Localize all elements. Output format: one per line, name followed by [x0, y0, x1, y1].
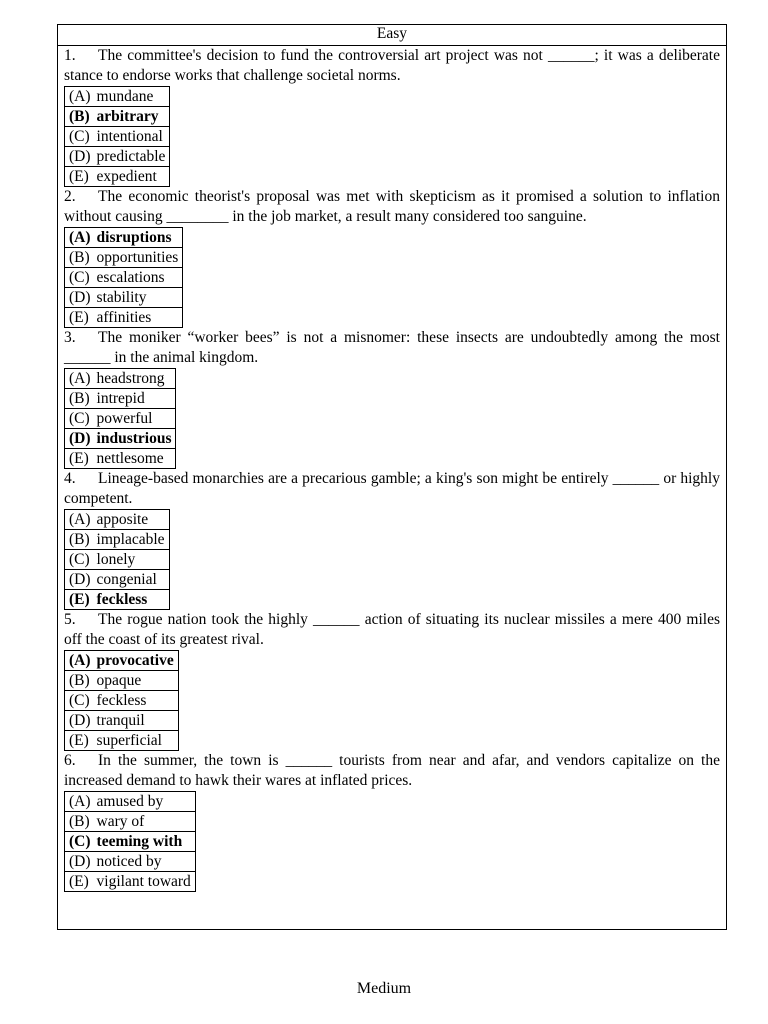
option-text: affinities [93, 308, 183, 328]
option-text: noticed by [93, 852, 196, 872]
answer-option-correct [65, 429, 176, 449]
answer-option [65, 268, 183, 288]
option-text: opportunities [93, 248, 183, 268]
option-text: arbitrary [93, 107, 170, 127]
option-letter: (C) [65, 550, 93, 570]
question-stem [58, 610, 726, 650]
question-stem [58, 187, 726, 227]
question-text: In the summer, the town is ______ tourists from near and afar, and vendors capitalize on the increased demand to hawk their wares at inflated prices. [64, 752, 720, 789]
answer-option [65, 510, 170, 530]
option-text: escalations [93, 268, 183, 288]
option-letter: (D) [65, 429, 93, 449]
question-stem [58, 751, 726, 791]
answer-option [65, 570, 170, 590]
easy-section-table [57, 24, 727, 930]
answer-option [65, 127, 170, 147]
question-text: The moniker “worker bees” is not a misnomer: these insects are undoubtedly among the most ______ in the animal kingdom. [64, 329, 720, 366]
option-text: provocative [93, 651, 179, 671]
option-letter: (A) [65, 792, 93, 812]
option-text: opaque [93, 671, 179, 691]
answer-option-correct [65, 832, 196, 852]
option-text: powerful [93, 409, 176, 429]
answer-option [65, 852, 196, 872]
option-letter: (B) [65, 530, 93, 550]
answer-option-correct [65, 107, 170, 127]
option-letter: (E) [65, 449, 93, 469]
option-text: congenial [93, 570, 170, 590]
answer-option [65, 409, 176, 429]
option-letter: (A) [65, 510, 93, 530]
option-letter: (D) [65, 852, 93, 872]
answer-options-table [64, 650, 179, 751]
option-letter: (E) [65, 731, 93, 751]
question-block [58, 187, 726, 328]
option-letter: (B) [65, 107, 93, 127]
option-letter: (A) [65, 87, 93, 107]
question-number: 1. [64, 47, 76, 64]
answer-options-table [64, 791, 196, 892]
answer-option-correct [65, 651, 179, 671]
option-letter: (D) [65, 288, 93, 308]
option-text: feckless [93, 691, 179, 711]
answer-option [65, 288, 183, 308]
answer-option [65, 248, 183, 268]
option-letter: (B) [65, 812, 93, 832]
question-number: 4. [64, 470, 76, 487]
question-block [58, 328, 726, 469]
option-letter: (A) [65, 369, 93, 389]
option-text: amused by [93, 792, 196, 812]
option-letter: (C) [65, 409, 93, 429]
question-block [58, 610, 726, 751]
question-number: 2. [64, 188, 76, 205]
question-block [58, 751, 726, 892]
option-text: predictable [93, 147, 170, 167]
answer-option [65, 691, 179, 711]
answer-option [65, 731, 179, 751]
next-section-header: Medium [356, 980, 412, 997]
answer-option [65, 812, 196, 832]
option-letter: (E) [65, 167, 93, 187]
answer-options-table [64, 368, 176, 469]
option-text: industrious [93, 429, 176, 449]
option-letter: (C) [65, 127, 93, 147]
question-stem [58, 469, 726, 509]
option-letter: (B) [65, 671, 93, 691]
option-text: tranquil [93, 711, 179, 731]
option-text: stability [93, 288, 183, 308]
answer-option [65, 711, 179, 731]
option-letter: (C) [65, 691, 93, 711]
option-letter: (B) [65, 389, 93, 409]
answer-option [65, 872, 196, 892]
question-text: The economic theorist's proposal was met with skepticism as it promised a solution to inflation without causing ________ in the job market, a result many considered too sanguine. [64, 188, 720, 225]
option-letter: (D) [65, 570, 93, 590]
question-number: 6. [64, 752, 76, 769]
option-text: teeming with [93, 832, 196, 852]
option-text: intrepid [93, 389, 176, 409]
answer-option [65, 792, 196, 812]
section-header: Easy [58, 25, 726, 46]
option-text: implacable [93, 530, 170, 550]
option-letter: (D) [65, 147, 93, 167]
option-letter: (C) [65, 832, 93, 852]
question-text: The rogue nation took the highly ______ action of situating its nuclear missiles a mere 400 miles off the coast of its greatest rival. [64, 611, 720, 648]
answer-option [65, 369, 176, 389]
option-text: feckless [93, 590, 170, 610]
option-text: superficial [93, 731, 179, 751]
answer-option [65, 550, 170, 570]
answer-option [65, 167, 170, 187]
option-letter: (D) [65, 711, 93, 731]
question-block [58, 46, 726, 187]
answer-option [65, 308, 183, 328]
option-letter: (E) [65, 872, 93, 892]
option-text: nettlesome [93, 449, 176, 469]
option-text: mundane [93, 87, 170, 107]
question-text: Lineage-based monarchies are a precarious gamble; a king's son might be entirely ______ or highly competent. [64, 470, 720, 507]
question-stem [58, 328, 726, 368]
option-text: vigilant toward [93, 872, 196, 892]
option-text: headstrong [93, 369, 176, 389]
option-text: intentional [93, 127, 170, 147]
answer-option [65, 147, 170, 167]
option-letter: (E) [65, 308, 93, 328]
option-letter: (A) [65, 651, 93, 671]
answer-options-table [64, 227, 183, 328]
option-text: disruptions [93, 228, 183, 248]
option-text: apposite [93, 510, 170, 530]
option-letter: (C) [65, 268, 93, 288]
question-list [58, 46, 726, 892]
option-letter: (A) [65, 228, 93, 248]
question-block [58, 469, 726, 610]
option-letter: (E) [65, 590, 93, 610]
answer-option [65, 449, 176, 469]
option-text: expedient [93, 167, 170, 187]
question-number: 3. [64, 329, 76, 346]
answer-options-table [64, 509, 170, 610]
answer-option-correct [65, 228, 183, 248]
question-stem [58, 46, 726, 86]
question-text: The committee's decision to fund the controversial art project was not ______; it was a deliberate stance to endorse works that challenge societal norms. [64, 47, 720, 84]
question-number: 5. [64, 611, 76, 628]
option-text: wary of [93, 812, 196, 832]
answer-options-table [64, 86, 170, 187]
option-letter: (B) [65, 248, 93, 268]
answer-option-correct [65, 590, 170, 610]
answer-option [65, 389, 176, 409]
option-text: lonely [93, 550, 170, 570]
answer-option [65, 87, 170, 107]
answer-option [65, 671, 179, 691]
answer-option [65, 530, 170, 550]
